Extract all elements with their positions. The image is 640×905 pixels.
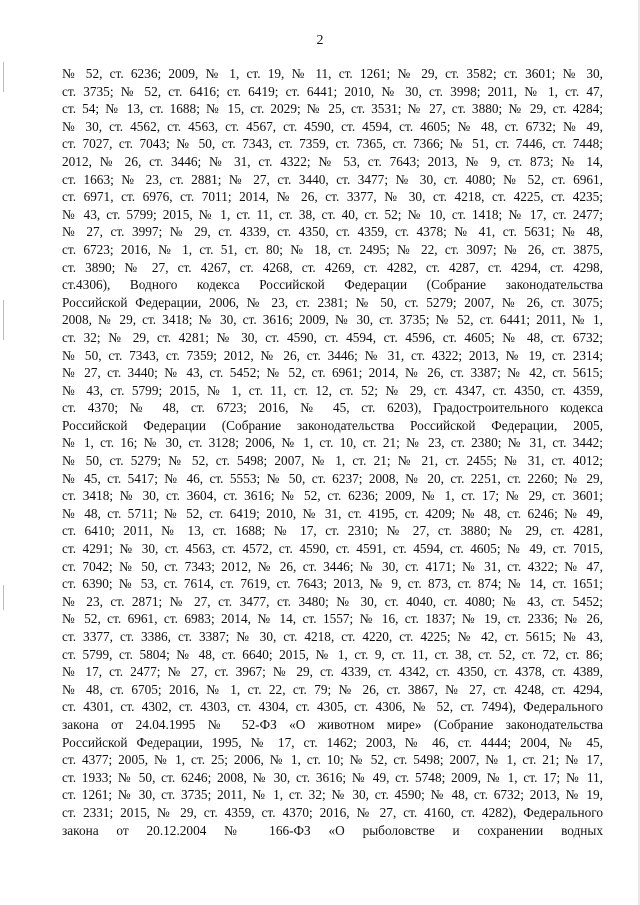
text-line: ст.4306), Водного кодекса Российской Федерации (Собрание законодательства	[62, 277, 603, 293]
text-line: ст. 6410; 2011, № 13, ст. 1688; № 17, ст. 2310; № 27, ст. 3880; № 29, ст. 4281,	[62, 523, 603, 539]
text-line: закона от 20.12.2004 № 166-ФЗ «О рыболовстве и сохранении водных	[62, 822, 603, 838]
text-line: № 17, ст. 2477; № 27, ст. 3967; № 29, ст. 4339, ст. 4342, ст. 4350, ст. 4378, ст. 4389,	[62, 664, 603, 680]
text-line: ст. 3735; № 52, ст. 6416; ст. 6419; ст. 6441; 2010, № 30, ст. 3998; 2011, № 1, ст. 47,	[62, 83, 603, 99]
margin-mark	[3, 300, 4, 340]
text-line: ст. 1261; № 30, ст. 3735; 2011, № 1, ст. 32; № 30, ст. 4590; № 48, ст. 6732; 2013, № 19,	[62, 787, 603, 803]
text-line: № 43, ст. 5799; 2015, № 1, ст. 11, ст. 12, ст. 52; № 29, ст. 4347, ст. 4350, ст. 4359,	[62, 382, 603, 398]
text-line: 2008, № 29, ст. 3418; № 30, ст. 3616; 2009, № 30, ст. 3735; № 52, ст. 6441; 2011, № 1,	[62, 312, 603, 328]
text-line: № 43, ст. 5799; 2015, № 1, ст. 11, ст. 38, ст. 40, ст. 52; № 10, ст. 1418; № 17, ст. 2477;	[62, 206, 603, 222]
text-line: ст. 54; № 13, ст. 1688; № 15, ст. 2029; № 25, ст. 3531; № 27, ст. 3880; № 29, ст. 4284;	[62, 101, 603, 117]
text-line: № 48, ст. 5711; № 52, ст. 6419; 2010, № 31, ст. 4195, ст. 4209; № 48, ст. 6246; № 49,	[62, 505, 603, 521]
text-line: ст. 6971, ст. 6976, ст. 7011; 2014, № 26, ст. 3377, № 30, ст. 4218, ст. 4225, ст. 4235;	[62, 189, 603, 205]
text-line: ст. 6390; № 53, ст. 7614, ст. 7619, ст. 7643; 2013, № 9, ст. 873, ст. 874; № 14, ст. 1651;	[62, 576, 603, 592]
text-line: № 50, ст. 5279; № 52, ст. 5498; 2007, № 1, ст. 21; № 21, ст. 2455; № 31, ст. 4012;	[62, 453, 603, 469]
text-line: Российской Федерации (Собрание законодательства Российской Федерации, 2005,	[62, 417, 603, 433]
text-line: ст. 7042; № 50, ст. 7343; 2012, № 26, ст. 3446; № 30, ст. 4171; № 31, ст. 4322; № 47,	[62, 558, 603, 574]
text-line: № 23, ст. 2871; № 27, ст. 3477, ст. 3480; № 30, ст. 4040, ст. 4080; № 43, ст. 5452;	[62, 593, 603, 609]
text-line: № 50, ст. 7343, ст. 7359; 2012, № 26, ст. 3446; № 31, ст. 4322; 2013, № 19, ст. 2314;	[62, 347, 603, 363]
text-line: № 52, ст. 6961, ст. 6983; 2014, № 14, ст. 1557; № 16, ст. 1837; № 19, ст. 2336; № 26,	[62, 611, 603, 627]
margin-mark	[3, 585, 4, 610]
text-line: ст. 1663; № 23, ст. 2881; № 27, ст. 3440, ст. 3477; № 30, ст. 4080; № 52, ст. 6961,	[62, 171, 603, 187]
text-line: № 27, ст. 3440; № 43, ст. 5452; № 52, ст. 6961; 2014, № 26, ст. 3387; № 42, ст. 5615;	[62, 365, 603, 381]
text-line: ст. 4291; № 30, ст. 4563, ст. 4572, ст. 4590, ст. 4591, ст. 4594, ст. 4605; № 49, ст. 7015,	[62, 541, 603, 557]
text-line: ст. 3418; № 30, ст. 3604, ст. 3616; № 52, ст. 6236; 2009, № 1, ст. 17; № 29, ст. 3601;	[62, 488, 603, 504]
body-text	[62, 65, 603, 839]
margin-mark	[3, 62, 4, 92]
text-line: ст. 32; № 29, ст. 4281; № 30, ст. 4590, ст. 4594, ст. 4596, ст. 4605; № 48, ст. 6732;	[62, 329, 603, 345]
text-line: 2012, № 26, ст. 3446; № 31, ст. 4322; № 53, ст. 7643; 2013, № 9, ст. 873; № 14,	[62, 153, 603, 169]
text-line: ст. 3890; № 27, ст. 4267, ст. 4268, ст. 4269, ст. 4282, ст. 4287, ст. 4294, ст. 4298,	[62, 259, 603, 275]
text-line: Российской Федерации, 2006, № 23, ст. 2381; № 50, ст. 5279; 2007, № 26, ст. 3075;	[62, 294, 603, 310]
text-line: ст. 4370; № 48, ст. 6723; 2016, № 45, ст. 6203), Градостроительного кодекса	[62, 400, 603, 416]
text-line: № 30, ст. 4562, ст. 4563, ст. 4567, ст. 4590, ст. 4594, ст. 4605; № 48, ст. 6732; № 49,	[62, 118, 603, 134]
text-line: ст. 1933; № 50, ст. 6246; 2008, № 30, ст. 3616; № 49, ст. 5748; 2009, № 1, ст. 17; № 11,	[62, 769, 603, 785]
text-line: ст. 2331; 2015, № 29, ст. 4359, ст. 4370; 2016, № 27, ст. 4160, ст. 4282), Федерального	[62, 804, 603, 820]
text-line: № 52, ст. 6236; 2009, № 1, ст. 19, № 11, ст. 1261; № 29, ст. 3582; ст. 3601; № 30,	[62, 66, 603, 81]
text-line: ст. 6723; 2016, № 1, ст. 51, ст. 80; № 18, ст. 2495; № 22, ст. 3097; № 26, ст. 3875,	[62, 241, 603, 257]
text-line: № 48, ст. 6705; 2016, № 1, ст. 22, ст. 79; № 26, ст. 3867, № 27, ст. 4248, ст. 4294,	[62, 681, 603, 697]
text-line: ст. 3377, ст. 3386, ст. 3387; № 30, ст. 4218, ст. 4220, ст. 4225; № 42, ст. 5615; № 43,	[62, 629, 603, 644]
text-line: № 27, ст. 3997; № 29, ст. 4339, ст. 4350, ст. 4359, ст. 4378; № 41, ст. 5631; № 48,	[62, 224, 603, 240]
text-line: ст. 7027, ст. 7043; № 50, ст. 7343, ст. 7359, ст. 7365, ст. 7366; № 51, ст. 7446, ст. 7448;	[62, 136, 603, 152]
text-line: ст. 4377; 2005, № 1, ст. 25; 2006, № 1, ст. 10; № 52, ст. 5498; 2007, № 1, ст. 21; № 17,	[62, 752, 603, 768]
text-line: ст. 4301, ст. 4302, ст. 4303, ст. 4304, ст. 4305, ст. 4306, № 52, ст. 7494), Федерального	[62, 699, 603, 715]
page-number: 2	[316, 33, 324, 48]
text-line: ст. 5799, ст. 5804; № 48, ст. 6640; 2015, № 1, ст. 9, ст. 11, ст. 38, ст. 52, ст. 72, ст. 86;	[62, 646, 603, 662]
text-line: № 1, ст. 16; № 30, ст. 3128; 2006, № 1, ст. 10, ст. 21; № 23, ст. 2380; № 31, ст. 3442;	[62, 435, 603, 451]
text-line: закона от 24.04.1995 № 52-ФЗ «О животном мире» (Собрание законодательства	[62, 716, 603, 732]
text-line: № 45, ст. 5417; № 46, ст. 5553; № 50, ст. 6237; 2008, № 20, ст. 2251, ст. 2260; № 29,	[62, 470, 603, 486]
text-line: Российской Федерации, 1995, № 17, ст. 1462; 2003, № 46, ст. 4444; 2004, № 45,	[62, 734, 603, 750]
